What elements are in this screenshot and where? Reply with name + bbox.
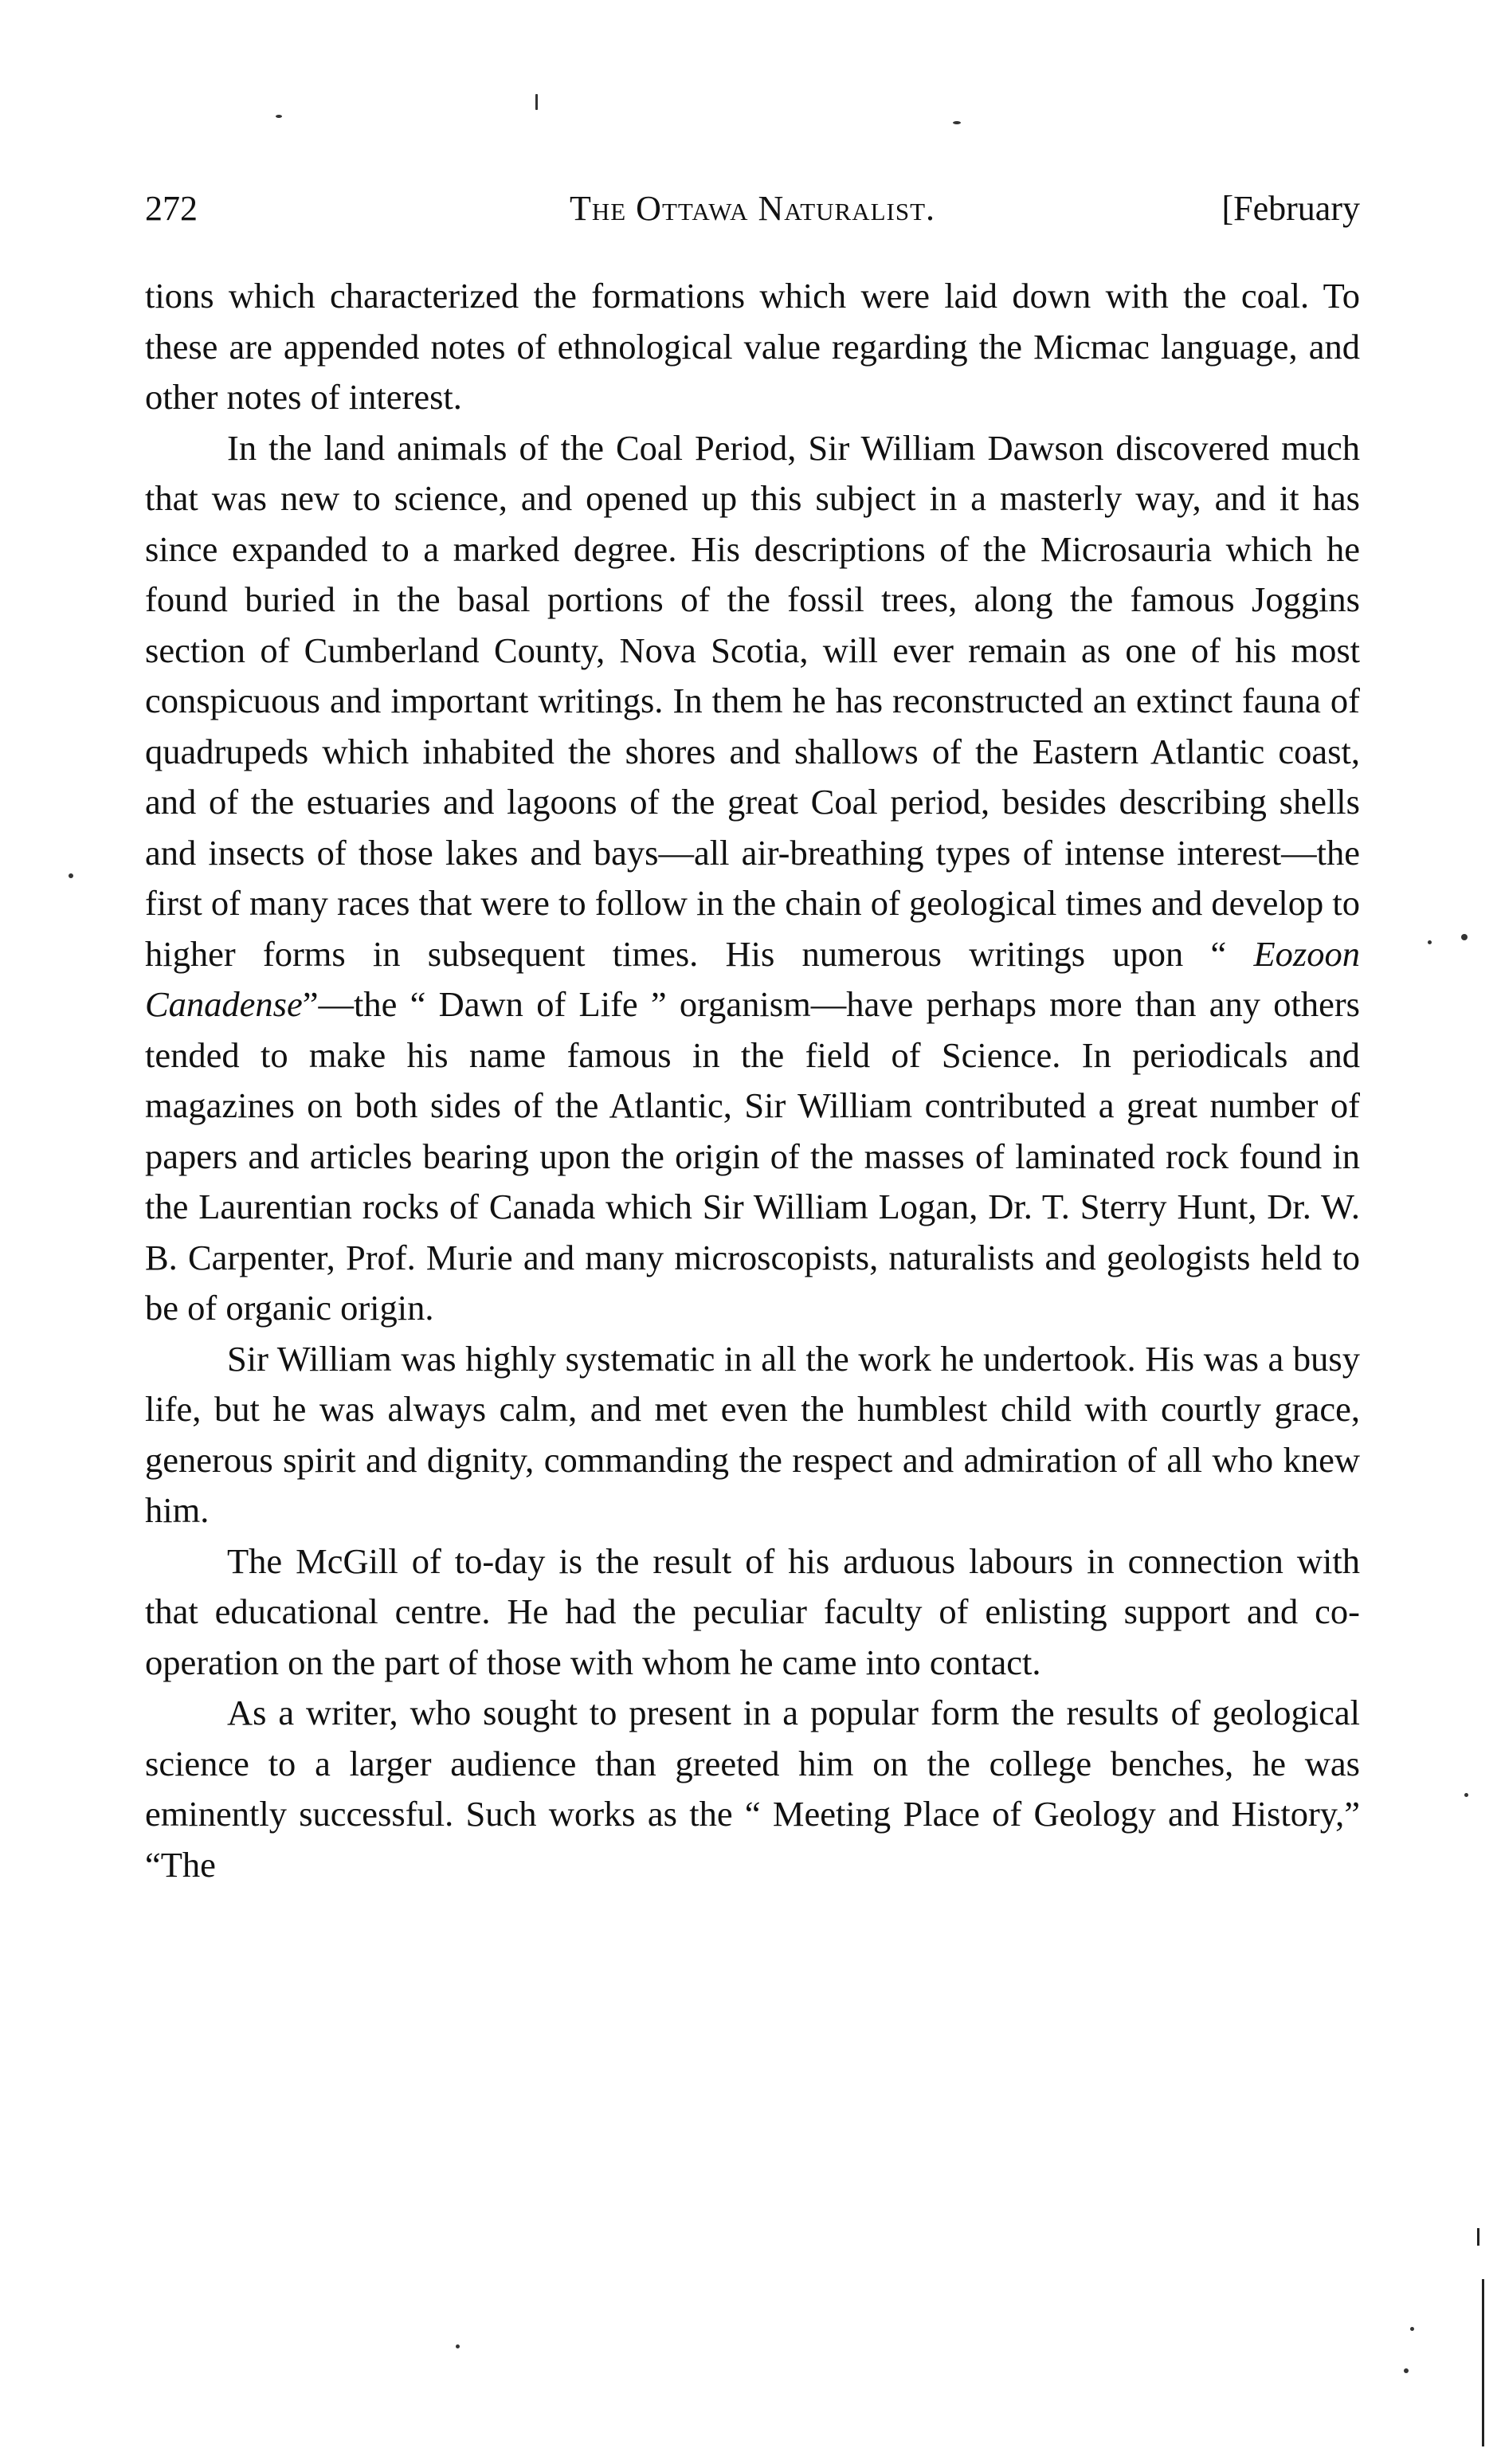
paragraph-5: As a writer, who sought to present in a popular form the results of geological science to a larger audience than greeted him on the college benches, he was eminently successful. Such works as the “ Meeting Place of Geology and History,” “The — [145, 1693, 1360, 1885]
page-number: 272 — [145, 189, 198, 228]
paragraph-4: The McGill of to-day is the result of his arduous labours in connection with that educational centre. He had the peculiar faculty of enlisting support and co-operation on the part of those with whom he came into contact. — [145, 1540, 1360, 1682]
edge-rule-mark — [1477, 2228, 1479, 2246]
running-header — [145, 177, 1360, 241]
scan-speck — [69, 873, 73, 878]
open-quote: “ — [1210, 933, 1254, 974]
scan-speck — [1464, 1793, 1468, 1797]
edge-rule-mark — [1482, 2279, 1484, 2446]
journal-title: The Ottawa Naturalist. — [569, 189, 936, 228]
article-body — [145, 271, 1360, 1890]
scan-speck — [276, 115, 282, 118]
scan-speck — [1404, 2368, 1409, 2373]
paragraph-2 — [145, 423, 1360, 1334]
scan-speck — [456, 2344, 460, 2348]
paragraph-2-continued: ”—the “ Dawn of Life ” organism—have perhaps more than any others tended to make his name famous in the field of Science. In periodicals and magazines on both sides of the Atlantic, Sir William contributed a great number of papers and articles bearing upon the origin of the masses of laminated rock found in the Laurentian rocks of Canada which Sir William Logan, Dr. T. Sterry Hunt, Dr. W. B. Carpenter, Prof. Murie and many microscopists, naturalists and geologists held to be of organic origin. — [145, 984, 1360, 1328]
paragraph-3: Sir William was highly systematic in all the work he undertook. His was a busy life, but he was always calm, and met even the humblest child with courtly grace, generous spirit and dignity, commanding the respect and admiration of all who knew him. — [145, 1338, 1360, 1530]
scan-speck — [953, 121, 961, 124]
paragraph-2-text: In the land animals of the Coal Period, Sir William Dawson discovered much that was new to science, and opened up this subject in a masterly way, and it has since expanded to a marked degree. His descriptions of the Microsauria which he found buried in the basal portions of the fossil trees, along the famous Joggins section of Cumberland County, Nova Scotia, will ever remain as one of his most conspicuous and important writings. In them he has reconstructed an extinct fauna of quadrupeds which inhabited the shores and shallows of the Eastern Atlantic coast, and of the estuaries and lagoons of the great Coal period, besides describing shells and insects of those lakes and bays—all air-breathing types of intense interest—the first of many races that were to follow in the chain of geological times and develop to higher forms in subsequent times. His numerous writings upon — [145, 427, 1360, 974]
eozoon-title: Eozoon Canadense — [145, 933, 1360, 1024]
scan-speck — [1410, 2327, 1414, 2331]
paragraph-1: tions which characterized the formations which were laid down with the coal. To these are appended notes of ethnological value regarding the Micmac language, and other notes of interest. — [145, 276, 1360, 417]
scan-speck — [535, 94, 538, 110]
issue-month: [February — [1221, 189, 1360, 228]
scan-speck — [1428, 940, 1432, 944]
scan-speck — [1461, 934, 1468, 940]
